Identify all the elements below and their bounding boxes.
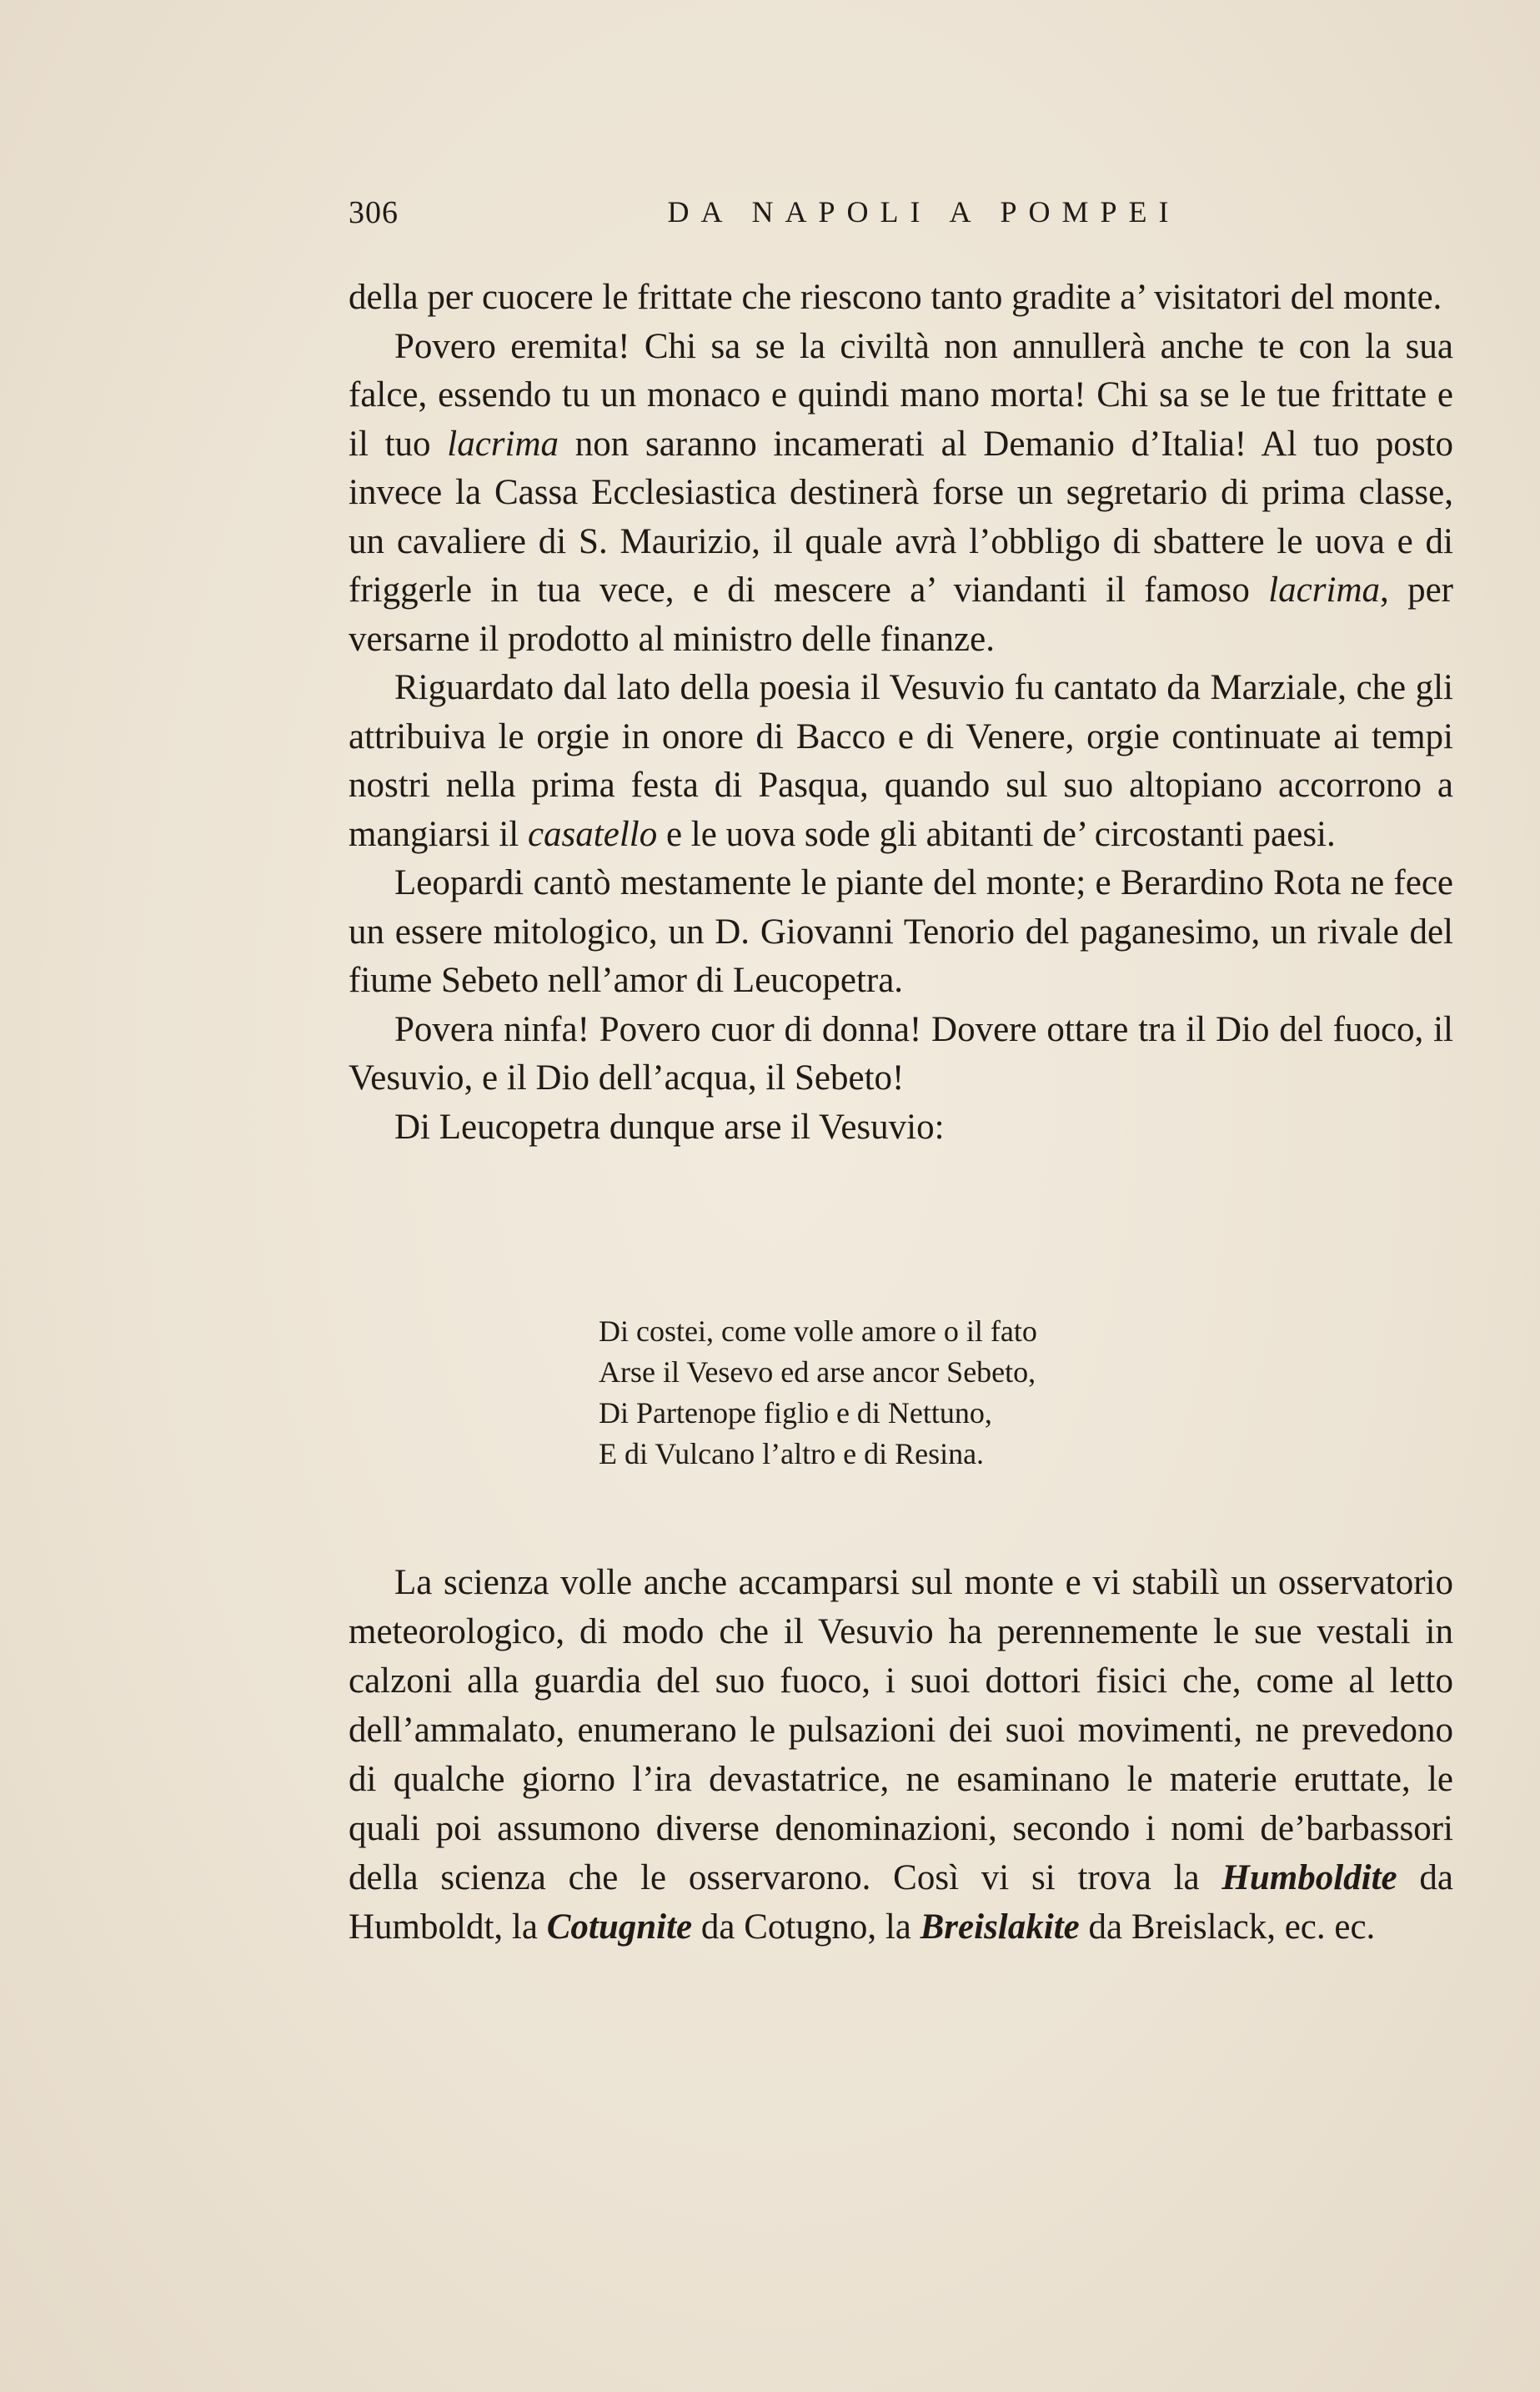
text-run: e le uova sode gli abitanti de’ circostanti paesi. <box>657 814 1336 854</box>
verse-line: E di Vulcano l’altro e di Resina. <box>599 1437 985 1470</box>
italic-term: casatello <box>527 814 658 854</box>
text-run: da Humboldt, la <box>349 1858 1453 1947</box>
text-run: da Cotugno, la <box>692 1907 920 1947</box>
verse-line: Arse il Vesevo ed arse ancor Sebeto, <box>599 1355 1036 1389</box>
running-head: DA NAPOLI A POMPEI <box>667 195 1181 229</box>
text-run: da Breislack, ec. ec. <box>1079 1907 1376 1947</box>
paragraph-p6 <box>349 1103 1453 1153</box>
paragraph-p2 <box>349 323 1453 665</box>
paragraph-p7 <box>349 1558 1453 1952</box>
verse-line: Di Partenope figlio e di Nettuno, <box>599 1396 992 1430</box>
page-header <box>349 194 1466 244</box>
closing-paragraph-block <box>349 1558 1453 1952</box>
verse-quotation <box>599 1311 1182 1475</box>
paragraph-p4 <box>349 859 1453 1006</box>
text-run: Di Leucopetra dunque arse il Vesuvio: <box>394 1107 945 1147</box>
text-run: non saranno incamerati al Demanio d’Italia! Al tuo posto invece la Cassa Ecclesiastica destinerà forse un segretario di prima classe, un cavaliere di S. Maurizio, il quale avrà l’obbligo di sbattere le uova e di friggerle in tua vece, e di mescere a’ viandanti il famoso <box>349 424 1453 610</box>
body-text <box>349 274 1453 1152</box>
verse-line: Di costei, come volle amore o il fato <box>599 1314 1037 1348</box>
italic-term: Humboldite <box>1221 1858 1397 1897</box>
italic-term: lacrima <box>447 424 559 464</box>
text-run: Riguardato dal lato della poesia il Vesuvio fu cantato da Marziale, che gli attribuiva le orgie in onore di Bacco e di Venere, orgie continuate ai tempi nostri nella prima festa di Pasqua, quando sul suo altopiano accorrono a mangiarsi il <box>349 668 1453 854</box>
text-run: La scienza volle anche accamparsi sul monte e vi stabilì un osservatorio meteorologico, di modo che il Vesuvio ha perennemente le sue vestali in calzoni alla guardia del suo fuoco, i suoi dottori fisici che, come al letto dell’ammalato, enumerano le pulsazioni dei suoi movimenti, ne prevedono di qualche giorno l’ira devastatrice, ne esaminano le materie eruttate, le quali poi assumono diverse denominazioni, secondo i nomi de’barbassori della scienza che le osservarono. Così vi si trova la <box>349 1563 1453 1897</box>
paragraph-p3 <box>349 664 1453 859</box>
text-run: Povero eremita! Chi sa se la civiltà non annullerà anche te con la sua falce, essendo tu un monaco e quindi mano morta! Chi sa se le tue frittate e il tuo <box>349 326 1453 464</box>
text-run: Leopardi cantò mestamente le piante del monte; e Berardino Rota ne fece un essere mitologico, un D. Giovanni Tenorio del paganesimo, un rivale del fiume Sebeto nell’amor di Leucopetra. <box>349 863 1453 1000</box>
text-run: Povera ninfa! Povero cuor di donna! Dovere ottare tra il Dio del fuoco, il Vesuvio, e il Dio dell’acqua, il Sebeto! <box>349 1009 1453 1098</box>
page-number: 306 <box>349 195 399 230</box>
paragraph-p1 <box>349 274 1453 323</box>
paragraph-p5 <box>349 1006 1453 1103</box>
text-run: , per versarne il prodotto al ministro delle finanze. <box>349 570 1454 659</box>
italic-term: lacrima <box>1268 570 1381 610</box>
italic-term: Cotugnite <box>546 1907 693 1947</box>
text-run: della per cuocere le frittate che riescono tanto gradite a’ visitatori del monte. <box>349 278 1442 317</box>
italic-term: Breislakite <box>920 1907 1080 1947</box>
